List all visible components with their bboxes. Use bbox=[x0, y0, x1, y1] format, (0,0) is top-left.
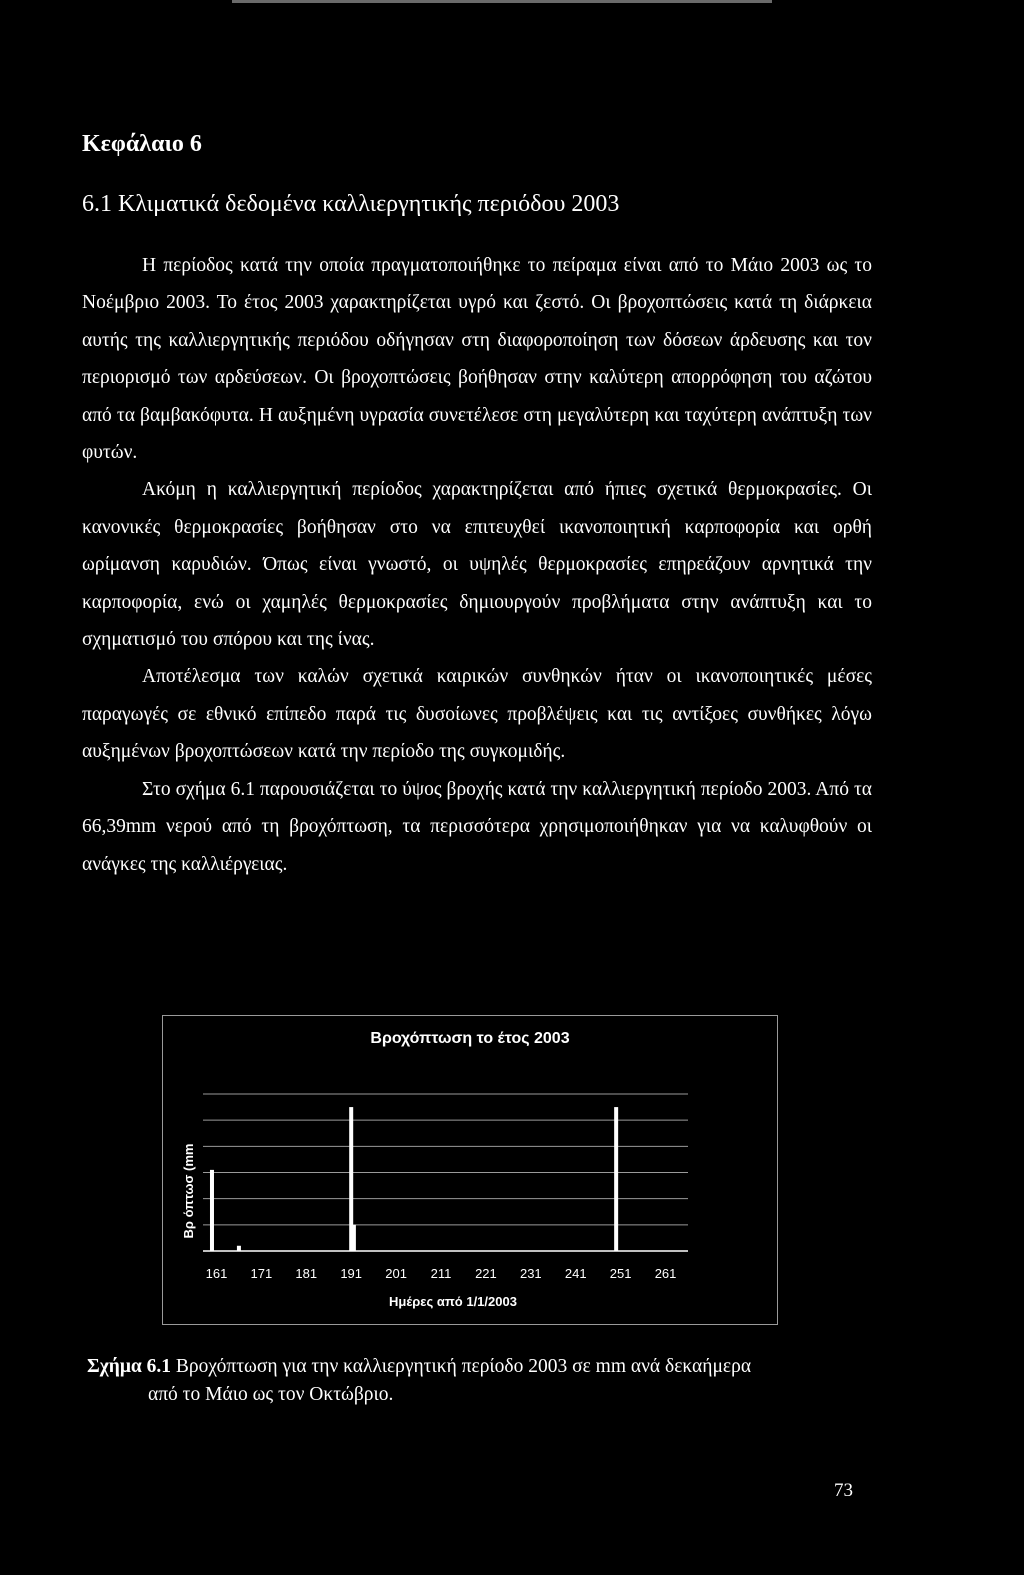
chart-bar bbox=[210, 1170, 214, 1251]
paragraph: Η περίοδος κατά την οποία πραγματοποιήθηκε το πείραμα είναι από το Μάιο 2003 ως το Νοέμβριο 2003. Το έτος 2003 χαρακτηρίζεται υγρό και ζεστό. Οι βροχοπτώσεις κατά τη διάρκεια αυτής της καλλιεργητικής περιόδου οδήγησαν στη διαφοροποίηση των δόσεων άρδευσης και τον περιορισμό των αρδεύσεων. Οι βροχοπτώσεις βοήθησαν στην καλύτερη απορρόφηση του αζώτου από τα βαμβακόφυτα. Η αυξημένη υγρασία συνετέλεσε στη μεγαλύτερη και ταχύτερη ανάπτυξη των φυτών. bbox=[82, 255, 872, 464]
chart-x-tick-label: 211 bbox=[430, 1266, 452, 1281]
page-number: 73 bbox=[834, 1480, 853, 1501]
paragraph: Στο σχήμα 6.1 παρουσιάζεται το ύψος βροχής κατά την καλλιεργητική περίοδο 2003. Από τα 66,39mm νερού από τη βροχόπτωση, τα περισσότερα χρησιμοποιήθηκαν για να καλυφθούν οι ανάγκες της καλλιέργειας. bbox=[82, 778, 872, 875]
chart-x-tick-label: 241 bbox=[564, 1266, 587, 1281]
caption-text-line2: από το Μάιο ως τον Οκτώβριο. bbox=[148, 1384, 394, 1405]
top-rule bbox=[232, 0, 772, 3]
chart-x-tick-labels bbox=[206, 1266, 677, 1281]
chart-x-tick-label: 261 bbox=[654, 1266, 677, 1281]
chart-bar bbox=[237, 1246, 241, 1251]
chart-x-tick-label: 171 bbox=[250, 1266, 273, 1281]
paragraph: Ακόμη η καλλιεργητική περίοδος χαρακτηρίζεται από ήπιες σχετικά θερμοκρασίες. Οι κανονικές θερμοκρασίες βοήθησαν στο να επιτευχθεί ικανοποιητική καρποφορία και ορθή ωρίμανση καρυδιών. Όπως είναι γνωστό, οι υψηλές θερμοκρασίες επηρεάζουν αρνητικά την καρποφορία, ενώ οι χαμηλές θερμοκρασίες δημιουργούν προβλήματα στην ανάπτυξη και το σχηματισμό του σπόρου και της ίνας. bbox=[82, 479, 872, 651]
rainfall-chart bbox=[162, 1015, 778, 1325]
chart-x-tick-label: 221 bbox=[475, 1266, 497, 1281]
rainfall-chart-svg bbox=[163, 1016, 777, 1324]
chart-y-axis-label: Βρ όπτωσ (mm bbox=[181, 1143, 196, 1239]
chart-bars bbox=[210, 1107, 618, 1251]
paragraph: Αποτέλεσμα των καλών σχετικά καιρικών συνθηκών ήταν οι ικανοποιητικές μέσες παραγωγές σε εθνικό επίπεδο παρά τις δυσοίωνες προβλέψεις και τις αντίξοες συνθήκες λόγω αυξημένων βροχοπτώσεων κατά την περίοδο της συγκομιδής. bbox=[82, 666, 872, 763]
figure-caption bbox=[87, 1353, 877, 1409]
chart-x-tick-label: 251 bbox=[609, 1266, 632, 1281]
chart-x-tick-label: 191 bbox=[340, 1266, 363, 1281]
chart-bar bbox=[614, 1107, 618, 1251]
chart-x-tick-label: 231 bbox=[519, 1266, 542, 1281]
figure-label: Σχήμα 6.1 bbox=[87, 1356, 172, 1377]
chart-x-tick-label: 181 bbox=[295, 1266, 318, 1281]
chart-bar bbox=[352, 1225, 356, 1251]
chart-title: Βροχόπτωση το έτος 2003 bbox=[370, 1030, 570, 1047]
chart-x-tick-label: 161 bbox=[205, 1266, 228, 1281]
chapter-title: Κεφάλαιο 6 bbox=[82, 131, 202, 157]
section-title: 6.1 Κλιματικά δεδομένα καλλιεργητικής περιόδου 2003 bbox=[82, 191, 620, 217]
chart-x-axis-label: Ημέρες από 1/1/2003 bbox=[389, 1294, 517, 1309]
chart-x-tick-label: 201 bbox=[385, 1266, 407, 1281]
body-text bbox=[82, 247, 872, 883]
caption-text-line1: Βροχόπτωση για την καλλιεργητική περίοδο 2003 σε mm ανά δεκαήμερα bbox=[171, 1356, 752, 1377]
